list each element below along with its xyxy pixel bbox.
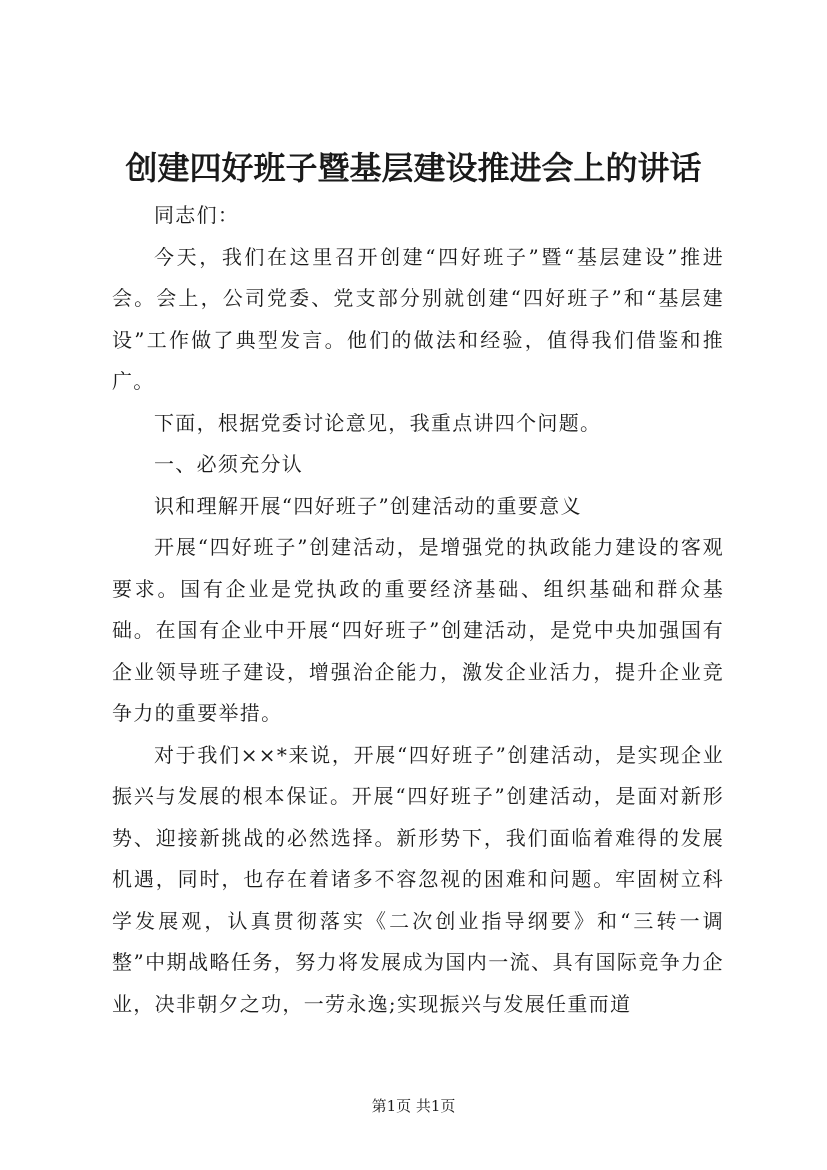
body-paragraph: 开展“四好班子”创建活动，是增强党的执政能力建设的客观要求。国有企业是党执政的重要经济基础、组织基础和群众基础。在国有企业中开展“四好班子”创建活动，是党中央加强国有企业领导班子建设，增强治企能力，激发企业活力，提升企业竞争力的重要举措。 [112,535,724,725]
section-heading-continued: 识和理解开展“四好班子”创建活动的重要意义 [154,493,582,518]
document-title: 创建四好班子暨基层建设推进会上的讲话 [125,149,702,187]
salutation-paragraph: 同志们： [154,203,240,227]
body-paragraph: 对于我们××*来说，开展“四好班子”创建活动，是实现企业振兴与发展的根本保证。开展“四好班子”创建活动，是面对新形势、迎接新挑战的必然选择。新形势下，我们面临着难得的发展机遇，同时，也存在着诸多不容忽视的困难和问题。牢固树立科学发展观，认真贯彻落实《二次创业指导纲要》和“三转一调整”中期战略任务，努力将发展成为国内一流、具有国际竞争力企业，决非朝夕之功，一劳永逸;实现振兴与发展任重而道 [112,742,724,1016]
section-heading: 一、必须充分认 [154,452,304,476]
body-paragraph: 下面，根据党委讨论意见，我重点讲四个问题。 [154,410,602,435]
page-footer: 第1页 共1页 [371,1097,456,1115]
body-paragraph: 今天，我们在这里召开创建“四好班子”暨“基层建设”推进会。会上，公司党委、党支部分别就创建“四好班子”和“基层建设”工作做了典型发言。他们的做法和经验，值得我们借鉴和推广。 [112,244,724,393]
document-body [112,195,724,1025]
